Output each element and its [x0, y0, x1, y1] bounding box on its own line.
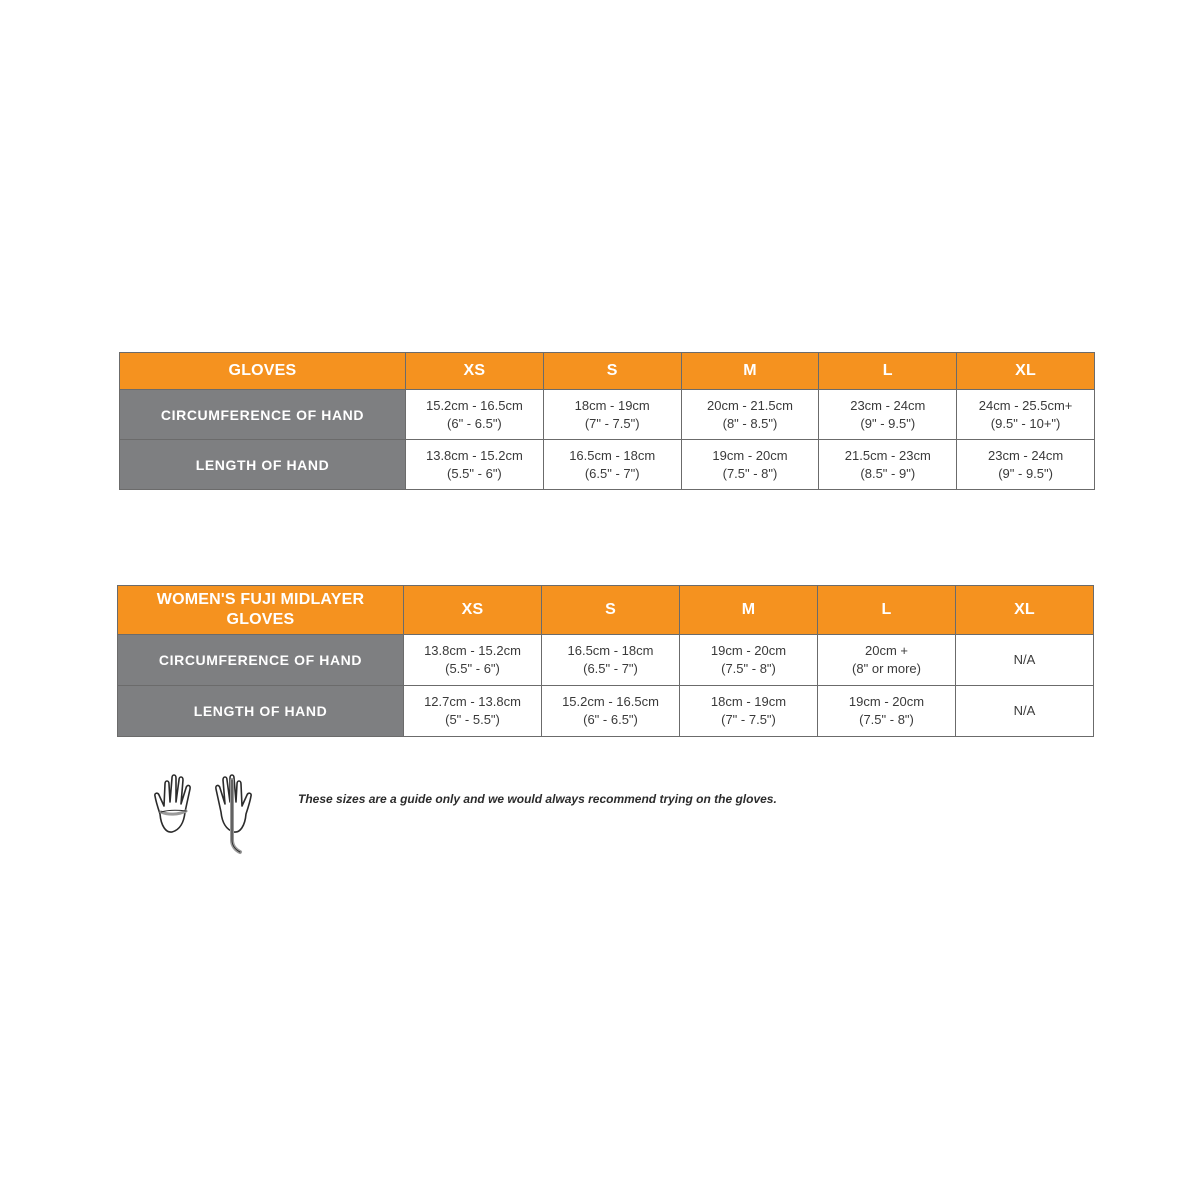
inch-value: (6.5" - 7") — [584, 465, 640, 481]
size-header-xs: XS — [406, 353, 544, 390]
size-cell — [956, 635, 1094, 686]
hand-length-icon — [216, 775, 251, 852]
inch-value: (5" - 5.5") — [445, 712, 500, 727]
cm-value: 18cm - 19cm — [710, 694, 787, 709]
gloves-size-table — [119, 352, 1095, 490]
size-cell — [542, 635, 680, 686]
hand-circumference-icon — [155, 775, 190, 832]
inch-value: (7" - 7.5") — [584, 415, 640, 431]
size-cell — [406, 390, 544, 440]
cm-value: 24cm - 25.5cm+ — [978, 397, 1073, 413]
cm-value: 18cm - 19cm — [574, 397, 650, 413]
inch-value: (9" - 9.5") — [998, 465, 1053, 481]
size-header-xs: XS — [404, 586, 542, 635]
table-row — [120, 440, 1095, 490]
row-label-length: LENGTH OF HAND — [120, 440, 406, 490]
size-cell — [819, 440, 957, 490]
size-cell — [957, 440, 1095, 490]
cm-value: 12.7cm - 13.8cm — [424, 694, 521, 709]
inch-value: (9" - 9.5") — [860, 415, 916, 431]
cm-value: 23cm - 24cm — [850, 397, 926, 413]
size-cell — [818, 686, 956, 737]
cm-value: 23cm - 24cm — [988, 447, 1064, 463]
inch-value: (7.5" - 8") — [722, 465, 778, 481]
inch-value: (6.5" - 7") — [583, 661, 638, 676]
cm-value: 20cm + — [865, 643, 908, 658]
table-title: GLOVES — [120, 353, 406, 390]
cm-value: 16.5cm - 18cm — [569, 447, 656, 463]
size-cell — [542, 686, 680, 737]
inch-value: (6" - 6.5") — [447, 415, 502, 431]
size-cell — [681, 440, 819, 490]
size-cell — [818, 635, 956, 686]
table-title-line2: GLOVES — [226, 611, 295, 628]
size-cell — [681, 390, 819, 440]
size-cell — [957, 390, 1095, 440]
table-header-row — [120, 353, 1095, 390]
table-title — [118, 586, 404, 635]
cm-value: 21.5cm - 23cm — [844, 447, 931, 463]
cm-value: N/A — [1013, 703, 1036, 718]
inch-value: (5.5" - 6") — [445, 661, 500, 676]
size-cell — [680, 686, 818, 737]
size-cell — [543, 390, 681, 440]
size-header-l: L — [818, 586, 956, 635]
cm-value: 13.8cm - 15.2cm — [425, 447, 523, 463]
inch-value: (7.5" - 8") — [721, 661, 776, 676]
cm-value: N/A — [1013, 652, 1036, 667]
hand-measure-icons — [150, 768, 270, 858]
row-label-circumference: CIRCUMFERENCE OF HAND — [120, 390, 406, 440]
cm-value: 16.5cm - 18cm — [567, 643, 654, 658]
table-title-line1: WOMEN'S FUJI MIDLAYER — [156, 591, 365, 608]
size-cell — [404, 635, 542, 686]
size-cell — [404, 686, 542, 737]
size-guide-note: These sizes are a guide only and we would always recommend trying on the gloves. — [298, 792, 777, 806]
size-header-m: M — [680, 586, 818, 635]
cm-value: 19cm - 20cm — [710, 643, 787, 658]
table-row — [118, 635, 1094, 686]
inch-value: (8" - 8.5") — [722, 415, 778, 431]
row-label-circumference: CIRCUMFERENCE OF HAND — [118, 635, 404, 686]
inch-value: (7" - 7.5") — [721, 712, 776, 727]
size-header-xl: XL — [957, 353, 1095, 390]
row-label-length: LENGTH OF HAND — [118, 686, 404, 737]
cm-value: 19cm - 20cm — [848, 694, 925, 709]
size-header-l: L — [819, 353, 957, 390]
size-cell — [819, 390, 957, 440]
size-guide-footer — [150, 768, 1050, 858]
table-row — [118, 686, 1094, 737]
size-cell — [406, 440, 544, 490]
cm-value: 20cm - 21.5cm — [707, 397, 793, 413]
size-header-m: M — [681, 353, 819, 390]
size-header-s: S — [542, 586, 680, 635]
inch-value: (8" or more) — [852, 661, 921, 676]
cm-value: 15.2cm - 16.5cm — [425, 397, 523, 413]
size-cell — [956, 686, 1094, 737]
inch-value: (6" - 6.5") — [583, 712, 638, 727]
womens-fuji-midlayer-size-table — [117, 585, 1094, 737]
inch-value: (5.5" - 6") — [447, 465, 502, 481]
inch-value: (9.5" - 10+") — [990, 415, 1061, 431]
size-header-s: S — [543, 353, 681, 390]
size-header-xl: XL — [956, 586, 1094, 635]
size-cell — [680, 635, 818, 686]
size-cell — [543, 440, 681, 490]
inch-value: (7.5" - 8") — [859, 712, 914, 727]
cm-value: 13.8cm - 15.2cm — [424, 643, 521, 658]
table-header-row — [118, 586, 1094, 635]
inch-value: (8.5" - 9") — [860, 465, 916, 481]
cm-value: 19cm - 20cm — [712, 447, 788, 463]
table-row — [120, 390, 1095, 440]
cm-value: 15.2cm - 16.5cm — [562, 694, 659, 709]
